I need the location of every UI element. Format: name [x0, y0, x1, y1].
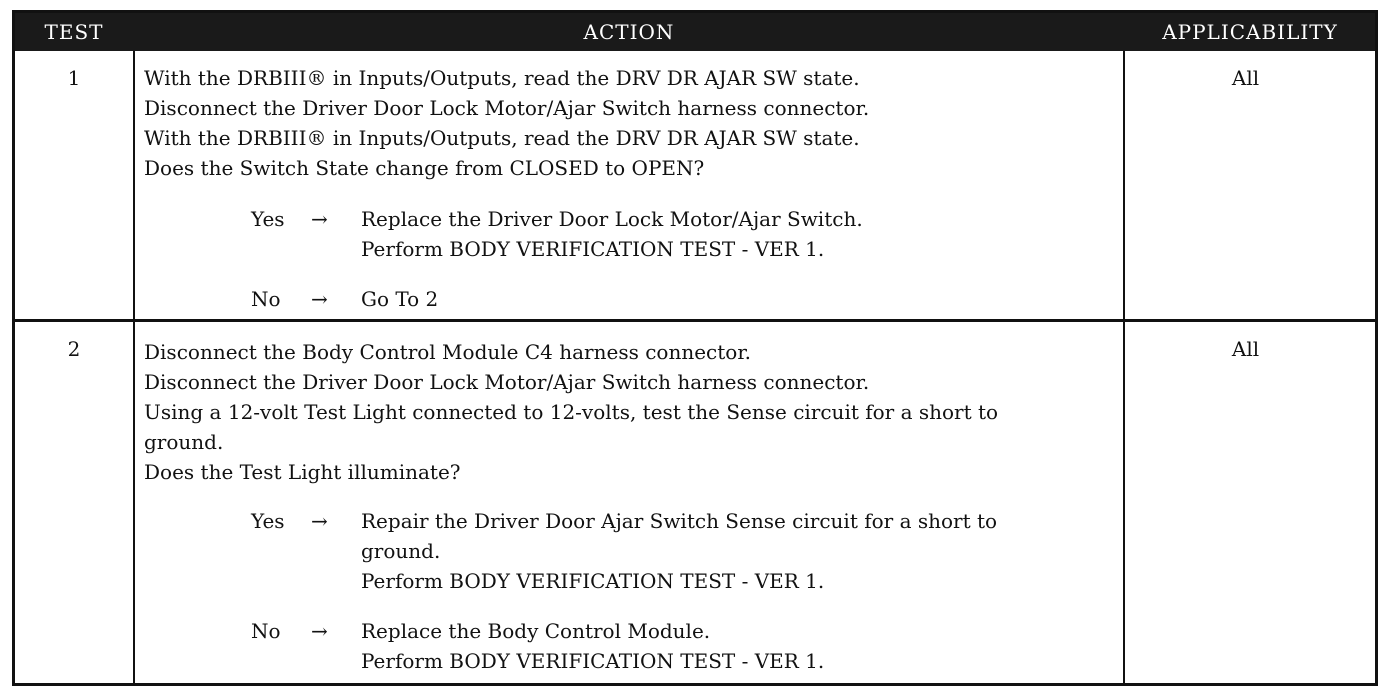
header-applicability: APPLICABILITY — [1162, 20, 1338, 44]
response-text — [361, 616, 824, 676]
response-label: Yes — [251, 207, 285, 231]
response-line: Perform BODY VERIFICATION TEST - VER 1. — [361, 237, 825, 261]
arrow-icon: → — [311, 287, 328, 311]
row-divider — [15, 319, 1375, 322]
response-line: Replace the Body Control Module. — [361, 619, 711, 643]
response-line: Perform BODY VERIFICATION TEST - VER 1. — [361, 649, 825, 673]
instruction-line: Using a 12-volt Test Light connected to 12-volts, test the Sense circuit for a short to — [144, 400, 999, 424]
instruction-line: Does the Test Light illuminate? — [144, 460, 461, 484]
response-text — [361, 284, 438, 314]
response-line: Replace the Driver Door Lock Motor/Ajar Switch. — [361, 207, 863, 231]
response-yes — [251, 204, 1051, 264]
response-yes — [251, 506, 1121, 596]
instruction-line: Does the Switch State change from CLOSED to OPEN? — [144, 156, 705, 180]
response-text — [361, 506, 997, 596]
applicability-value: All — [1231, 337, 1260, 361]
action-instructions — [144, 337, 998, 487]
column-divider — [1123, 51, 1125, 686]
instruction-line: Disconnect the Driver Door Lock Motor/Ajar Switch harness connector. — [144, 96, 870, 120]
action-instructions — [144, 63, 869, 183]
response-line: Repair the Driver Door Ajar Switch Sense circuit for a short to — [361, 509, 998, 533]
instruction-line: ground. — [144, 430, 224, 454]
response-line: Perform BODY VERIFICATION TEST - VER 1. — [361, 569, 825, 593]
test-number: 2 — [67, 337, 81, 361]
column-divider — [133, 51, 135, 686]
response-no — [251, 616, 1051, 676]
response-label: Yes — [251, 509, 285, 533]
response-no — [251, 284, 1051, 314]
response-line: ground. — [361, 539, 441, 563]
arrow-icon: → — [311, 509, 328, 533]
arrow-icon: → — [311, 207, 328, 231]
table-header — [15, 13, 1375, 51]
header-test: TEST — [44, 20, 104, 44]
response-label: No — [251, 287, 281, 311]
header-action: ACTION — [583, 20, 675, 44]
instruction-line: With the DRBIII® in Inputs/Outputs, read the DRV DR AJAR SW state. — [144, 126, 860, 150]
arrow-icon: → — [311, 619, 328, 643]
applicability-value: All — [1231, 66, 1260, 90]
test-number: 1 — [67, 66, 81, 90]
response-line: Go To 2 — [361, 287, 439, 311]
instruction-line: Disconnect the Body Control Module C4 harness connector. — [144, 340, 752, 364]
instruction-line: Disconnect the Driver Door Lock Motor/Ajar Switch harness connector. — [144, 370, 870, 394]
instruction-line: With the DRBIII® in Inputs/Outputs, read the DRV DR AJAR SW state. — [144, 66, 860, 90]
diagnostic-table — [12, 10, 1378, 686]
response-label: No — [251, 619, 281, 643]
response-text — [361, 204, 863, 264]
